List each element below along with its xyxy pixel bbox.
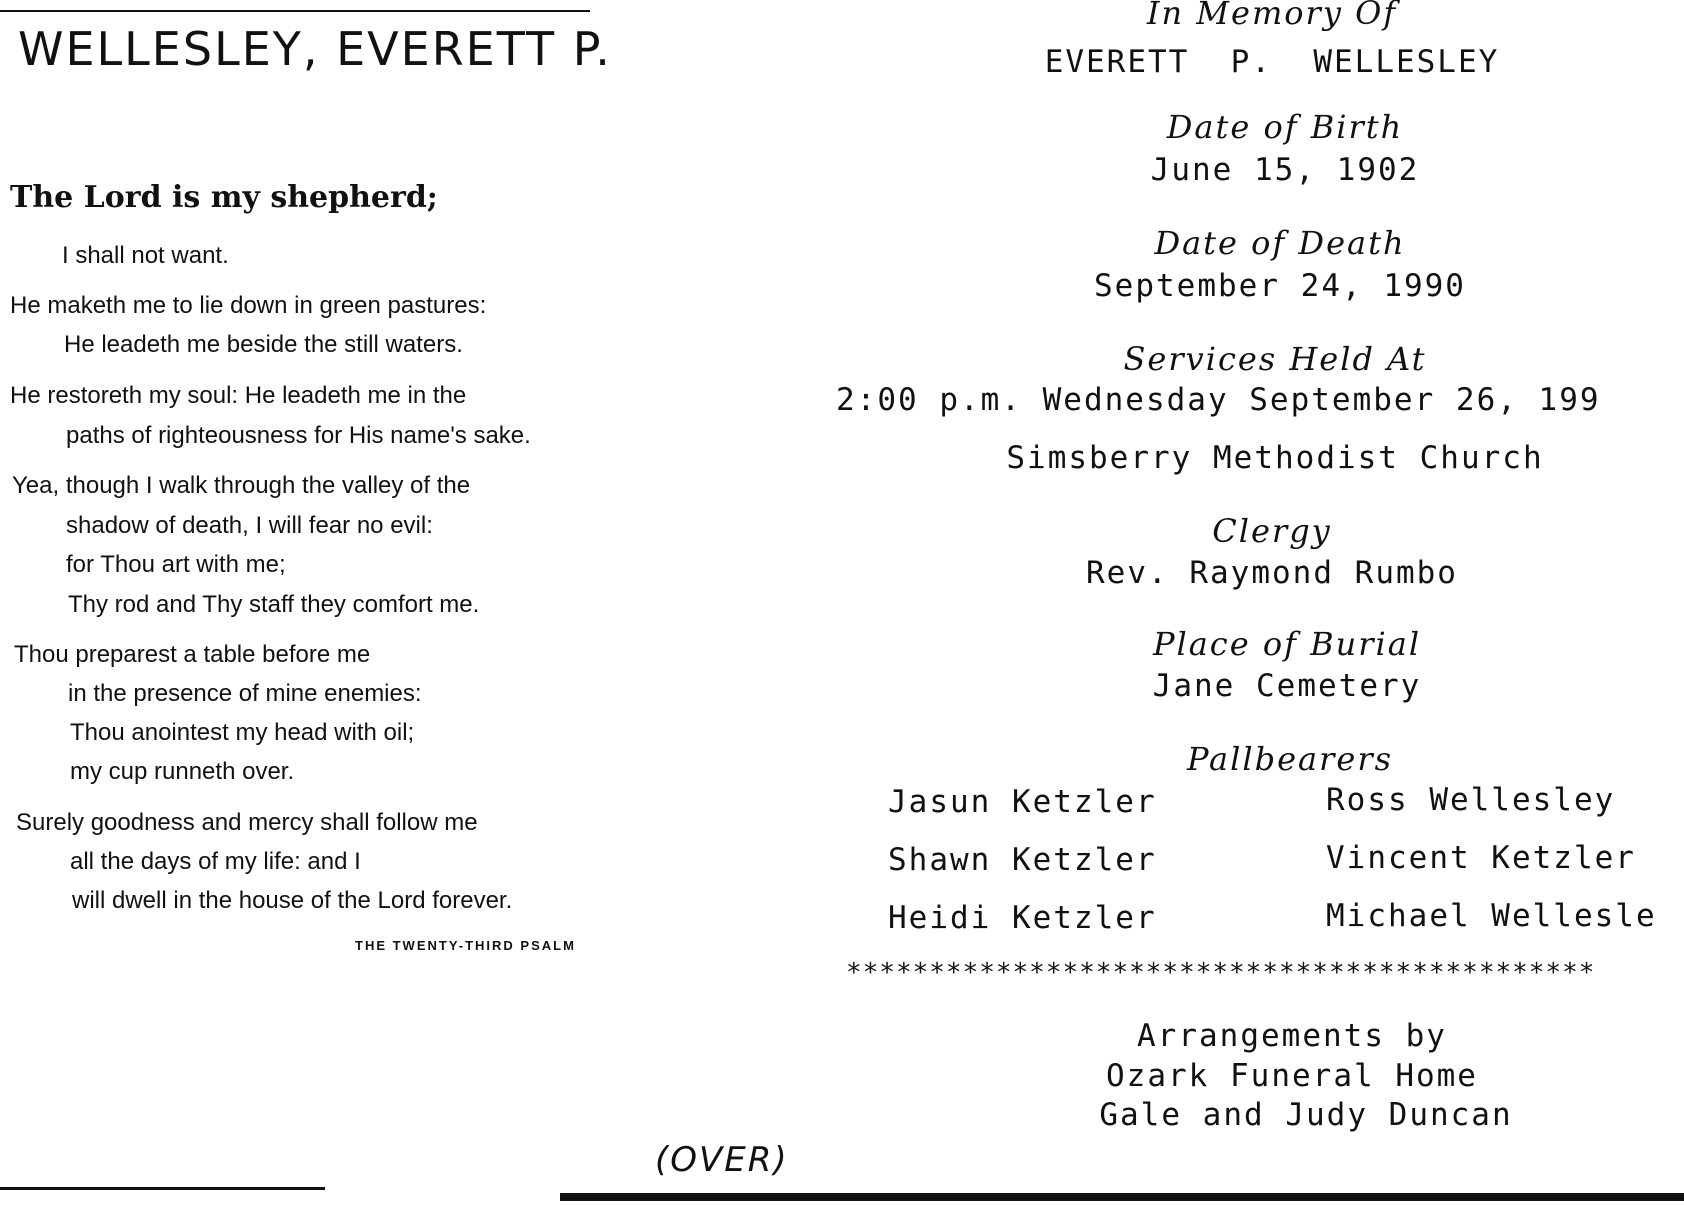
services-place: Simsberry Methodist Church — [1006, 440, 1544, 476]
birth-heading: Date of Birth — [1166, 108, 1404, 146]
pallbearers-heading: Pallbearers — [1186, 740, 1394, 778]
psalm-line: all the days of my life: and I — [70, 848, 361, 875]
handwritten-name: WELLESLEY, EVERETT P. — [18, 22, 612, 76]
psalm-line: shadow of death, I will fear no evil: — [66, 512, 433, 539]
arrangements-heading: Arrangements by — [1137, 1018, 1447, 1054]
pallbearer-name: Vincent Ketzler — [1326, 840, 1636, 876]
psalm-line: He leadeth me beside the still waters. — [64, 331, 463, 358]
psalm-caption: THE TWENTY-THIRD PSALM — [355, 938, 576, 953]
psalm-line: for Thou art with me; — [66, 551, 286, 578]
death-heading: Date of Death — [1154, 224, 1406, 262]
psalm-line: Thou anointest my head with oil; — [70, 719, 415, 746]
pallbearer-name: Michael Welleslе — [1326, 898, 1657, 934]
clergy-heading: Clergy — [1212, 512, 1332, 550]
pallbearer-name: Ross Wellesley — [1326, 782, 1616, 818]
psalm-line: will dwell in the house of the Lord forever. — [72, 887, 513, 914]
psalm-line: Thou preparest a table before me — [14, 641, 371, 668]
burial-place: Jane Cemetery — [1152, 668, 1422, 704]
services-heading: Services Held At — [1123, 340, 1427, 378]
psalm-title: The Lord is my shepherd; — [10, 180, 438, 215]
services-time: 2:00 p.m. Wednesday September 26, 199 — [836, 382, 1601, 418]
top-rule — [0, 10, 590, 12]
psalm-line: He maketh me to lie down in green pastures: — [10, 292, 487, 319]
bottom-left-rule — [0, 1187, 325, 1190]
psalm-line: Yea, though I walk through the valley of the — [12, 472, 471, 499]
psalm-line: paths of righteousness for His name's sake. — [66, 422, 531, 449]
bottom-right-rule — [560, 1193, 1684, 1201]
pallbearer-name: Shawn Ketzler — [888, 842, 1157, 878]
burial-heading: Place of Burial — [1152, 625, 1422, 663]
over-note: (OVER) — [655, 1140, 789, 1180]
star-divider: ********************************************* — [846, 958, 1596, 988]
pallbearer-name: Jasun Ketzler — [888, 784, 1157, 820]
birth-date: June 15, 1902 — [1150, 152, 1420, 188]
psalm-line: He restoreth my soul: He leadeth me in the — [10, 382, 467, 409]
psalm-line: Surely goodness and mercy shall follow me — [16, 809, 478, 836]
death-date: September 24, 1990 — [1094, 268, 1466, 304]
pallbearer-name: Heidi Ketzler — [888, 900, 1157, 936]
psalm-line: I shall not want. — [62, 242, 229, 269]
in-memory-heading: In Memory Of — [1146, 0, 1398, 32]
directors: Gale and Judy Duncan — [1099, 1097, 1513, 1133]
psalm-line: in the presence of mine enemies: — [68, 680, 422, 707]
psalm-line: Thy rod and Thy staff they comfort me. — [68, 591, 480, 618]
clergy-name: Rev. Raymond Rumbo — [1086, 555, 1458, 591]
funeral-home: Ozark Funeral Home — [1106, 1058, 1478, 1094]
psalm-line: my cup runneth over. — [70, 758, 295, 785]
deceased-name: EVERETT P. WELLESLEY — [1044, 44, 1500, 80]
